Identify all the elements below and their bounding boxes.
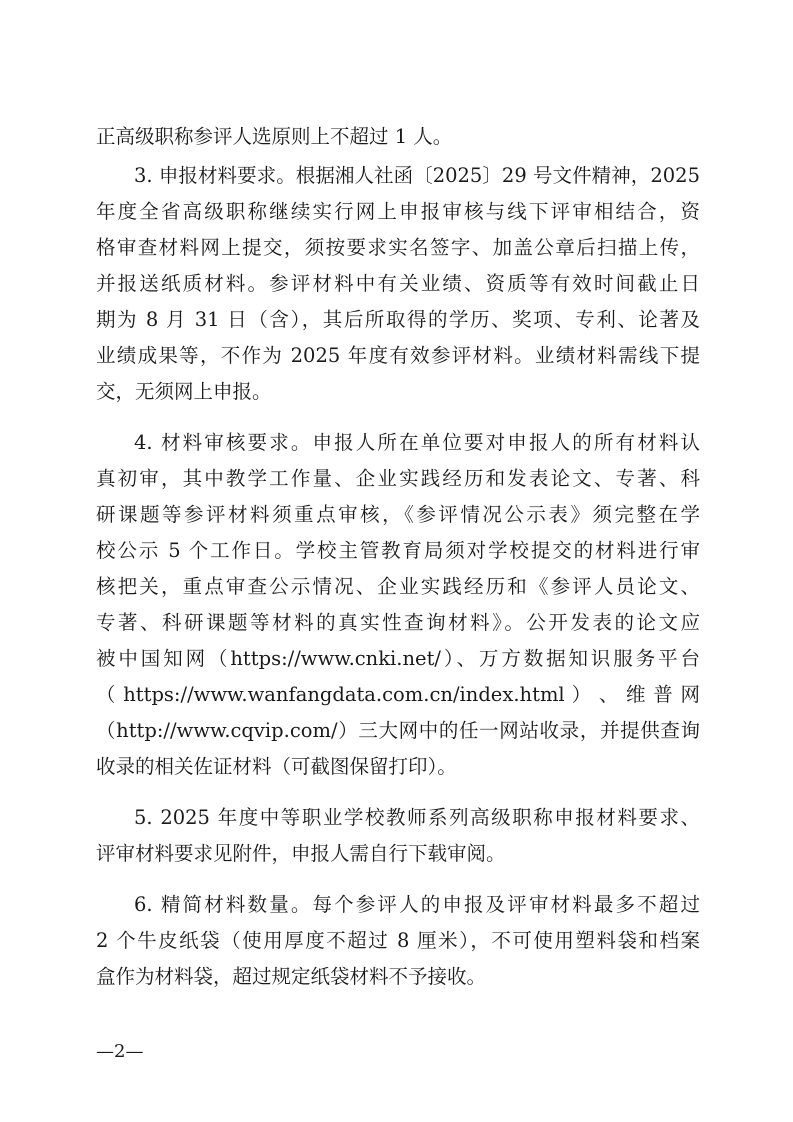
text-line: 盒作为材料袋，超过规定纸袋材料不予接收。 — [96, 965, 487, 988]
text-line: 专著、科研课题等材料的真实性查询材料》。公开发表的论文应 — [96, 611, 700, 634]
text-line: 期为 8 月 31 日（含），其后所取得的学历、奖项、专利、论著及 — [96, 308, 700, 331]
text-line: 收录的相关佐证材料（可截图保留打印）。 — [96, 755, 457, 778]
text-line: 并报送纸质材料。参评材料中有关业绩、资质等有效时间截止日 — [96, 272, 700, 295]
text-line: 研课题等参评材料须重点审核，《参评情况公示表》须完整在学 — [96, 503, 700, 526]
text-line: 交，无须网上申报。 — [96, 380, 272, 403]
text-line: 年度全省高级职称继续实行网上申报审核与线下评审相结合，资 — [96, 200, 700, 223]
text-line: 2 个牛皮纸袋（使用厚度不超过 8 厘米），不可使用塑料袋和档案 — [96, 929, 700, 952]
text-line: 业绩成果等，不作为 2025 年度有效参评材料。业绩材料需线下提 — [96, 344, 700, 367]
text-line: 被中国知网（https://www.cnki.net/）、万方数据知识服务平台 — [96, 647, 700, 670]
text-line: 3. 申报材料要求。根据湘人社函〔2025〕29 号文件精神，2025 — [134, 164, 700, 187]
text-line: 4. 材料审核要求。申报人所在单位要对申报人的所有材料认 — [134, 431, 700, 454]
text-line: （ https://www.wanfangdata.com.cn/index.html ） 、 维 普 网 — [96, 683, 700, 706]
text-line: 5. 2025 年度中等职业学校教师系列高级职称申报材料要求、 — [134, 806, 700, 829]
text-line: 正高级职称参评人选原则上不超过 1 人。 — [96, 125, 453, 148]
page-number: —2— — [96, 1041, 144, 1062]
text-line: 格审查材料网上提交，须按要求实名签字、加盖公章后扫描上传， — [96, 236, 700, 259]
text-line: 真初审，其中教学工作量、企业实践经历和发表论文、专著、科 — [96, 467, 700, 490]
text-line: （http://www.cqvip.com/）三大网中的任一网站收录，并提供查询 — [96, 719, 700, 742]
text-line: 核把关，重点审查公示情况、企业实践经历和《参评人员论文、 — [96, 575, 700, 598]
text-line: 评审材料要求见附件，申报人需自行下载审阅。 — [96, 842, 506, 865]
text-line: 6. 精简材料数量。每个参评人的申报及评审材料最多不超过 — [134, 893, 700, 916]
text-line: 校公示 5 个工作日。学校主管教育局须对学校提交的材料进行审 — [96, 539, 700, 562]
